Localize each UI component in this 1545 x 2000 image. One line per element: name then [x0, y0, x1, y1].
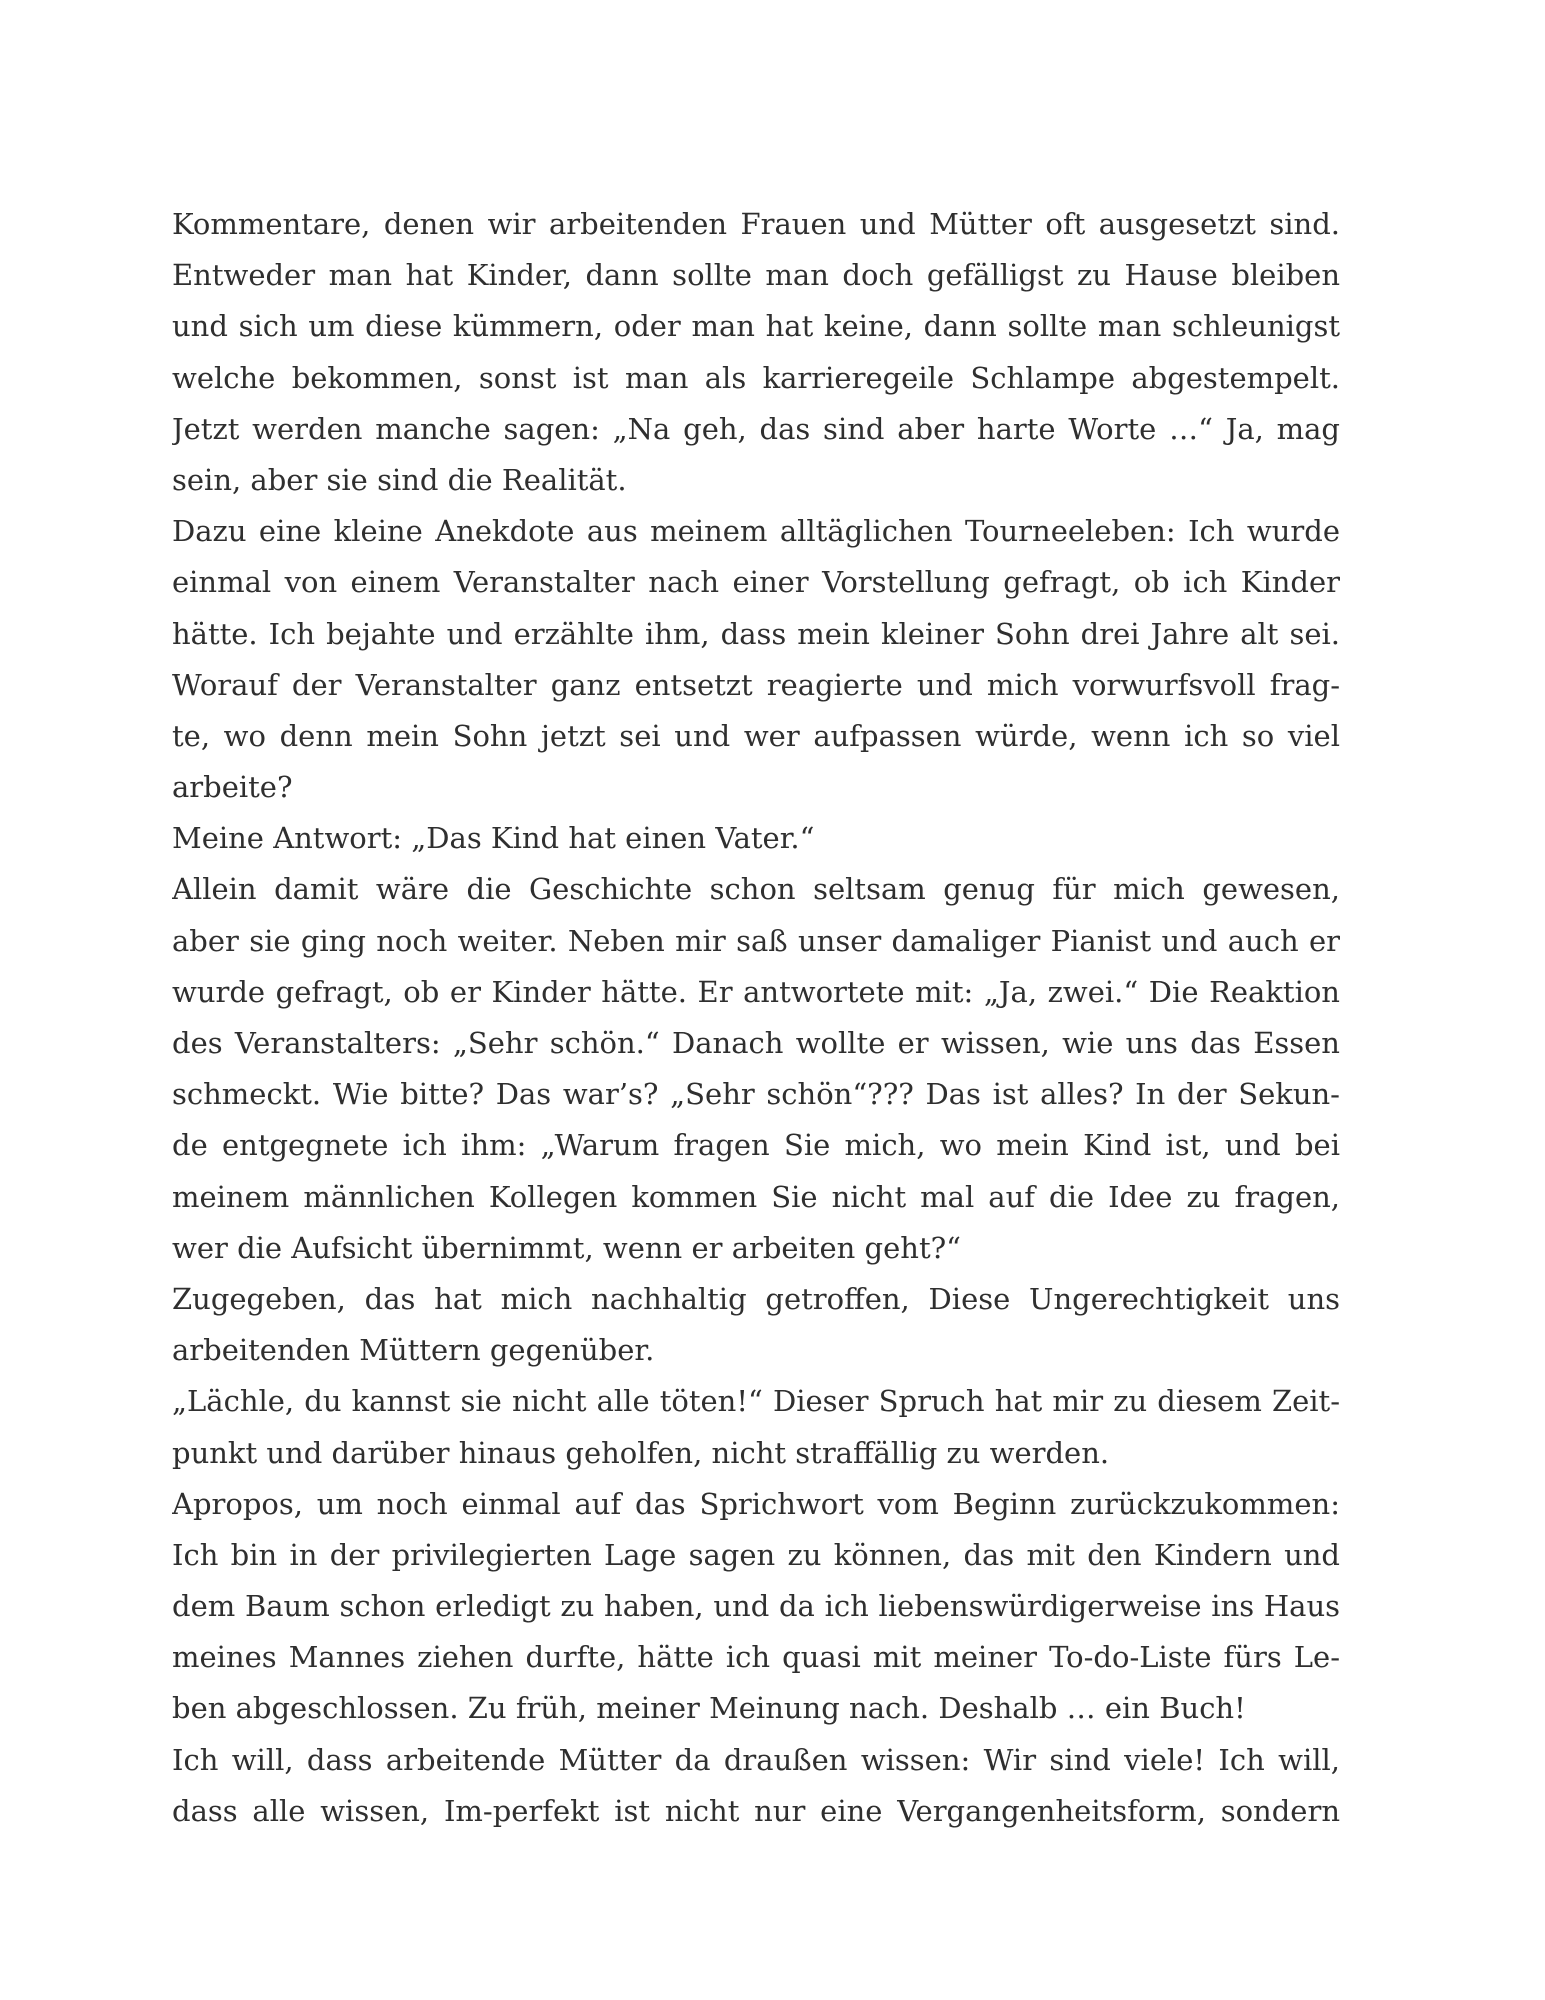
- text-line: schmeckt. Wie bitte? Das war’s? „Sehr schön“??? Das ist alles? In der Sekun-: [172, 1077, 1340, 1112]
- text-line: Apropos, um noch einmal auf das Sprichwort vom Beginn zurückzukommen:: [172, 1486, 1340, 1521]
- text-line: und sich um diese kümmern, oder man hat keine, dann sollte man schleunigst: [172, 309, 1340, 344]
- text-line: ben abgeschlossen. Zu früh, meiner Meinung nach. Deshalb … ein Buch!: [172, 1691, 1246, 1726]
- body-text: [172, 199, 1340, 1837]
- text-line: sein, aber sie sind die Realität.: [172, 462, 627, 497]
- text-line: Ich will, dass arbeitende Mütter da draußen wissen: Wir sind viele! Ich will,: [172, 1742, 1340, 1777]
- text-line: Meine Antwort: „Das Kind hat einen Vater.“: [172, 821, 815, 856]
- text-line: aber sie ging noch weiter. Neben mir saß unser damaliger Pianist und auch er: [172, 923, 1340, 958]
- text-line: wurde gefragt, ob er Kinder hätte. Er antwortete mit: „Ja, zwei.“ Die Reaktion: [172, 974, 1340, 1009]
- text-line: meinem männlichen Kollegen kommen Sie nicht mal auf die Idee zu fragen,: [172, 1179, 1340, 1214]
- text-line: „Lächle, du kannst sie nicht alle töten!“ Dieser Spruch hat mir zu diesem Zeit-: [172, 1384, 1340, 1419]
- text-line: Ich bin in der privilegierten Lage sagen zu können, das mit den Kindern und: [172, 1537, 1340, 1572]
- text-line: dass alle wissen, Im-perfekt ist nicht nur eine Vergangenheitsform, sondern: [172, 1793, 1340, 1828]
- text-line: arbeite?: [172, 770, 293, 805]
- text-line: wer die Aufsicht übernimmt, wenn er arbeiten geht?“: [172, 1230, 961, 1265]
- text-line: te, wo denn mein Sohn jetzt sei und wer aufpassen würde, wenn ich so viel: [172, 718, 1340, 753]
- text-line: punkt und darüber hinaus geholfen, nicht straffällig zu werden.: [172, 1435, 1110, 1470]
- text-line: des Veranstalters: „Sehr schön.“ Danach wollte er wissen, wie uns das Essen: [172, 1026, 1340, 1060]
- text-line: Allein damit wäre die Geschichte schon seltsam genug für mich gewesen,: [172, 872, 1340, 907]
- text-line: Jetzt werden manche sagen: „Na geh, das sind aber harte Worte …“ Ja, mag: [172, 411, 1340, 446]
- text-line: Entweder man hat Kinder, dann sollte man doch gefälligst zu Hause bleiben: [172, 258, 1340, 293]
- text-line: meines Mannes ziehen durfte, hätte ich quasi mit meiner To-do-Liste fürs Le-: [172, 1640, 1340, 1675]
- text-line: Dazu eine kleine Anekdote aus meinem alltäglichen Tourneeleben: Ich wurde: [172, 514, 1340, 549]
- text-line: dem Baum schon erledigt zu haben, und da ich liebenswürdigerweise ins Haus: [172, 1589, 1340, 1624]
- text-line: de entgegnete ich ihm: „Warum fragen Sie mich, wo mein Kind ist, und bei: [172, 1128, 1340, 1163]
- text-line: arbeitenden Müttern gegenüber.: [172, 1333, 655, 1368]
- text-line: hätte. Ich bejahte und erzählte ihm, dass mein kleiner Sohn drei Jahre alt sei.: [172, 616, 1340, 651]
- text-line: Kommentare, denen wir arbeitenden Frauen und Mütter oft ausgesetzt sind.: [172, 207, 1340, 241]
- text-line: Zugegeben, das hat mich nachhaltig getroffen, Diese Ungerechtigkeit uns: [172, 1281, 1340, 1316]
- text-line: einmal von einem Veranstalter nach einer Vorstellung gefragt, ob ich Kinder: [172, 565, 1340, 600]
- text-line: welche bekommen, sonst ist man als karrieregeile Schlampe abgestempelt.: [172, 360, 1340, 395]
- text-line: Worauf der Veranstalter ganz entsetzt reagierte und mich vorwurfsvoll frag-: [172, 667, 1340, 702]
